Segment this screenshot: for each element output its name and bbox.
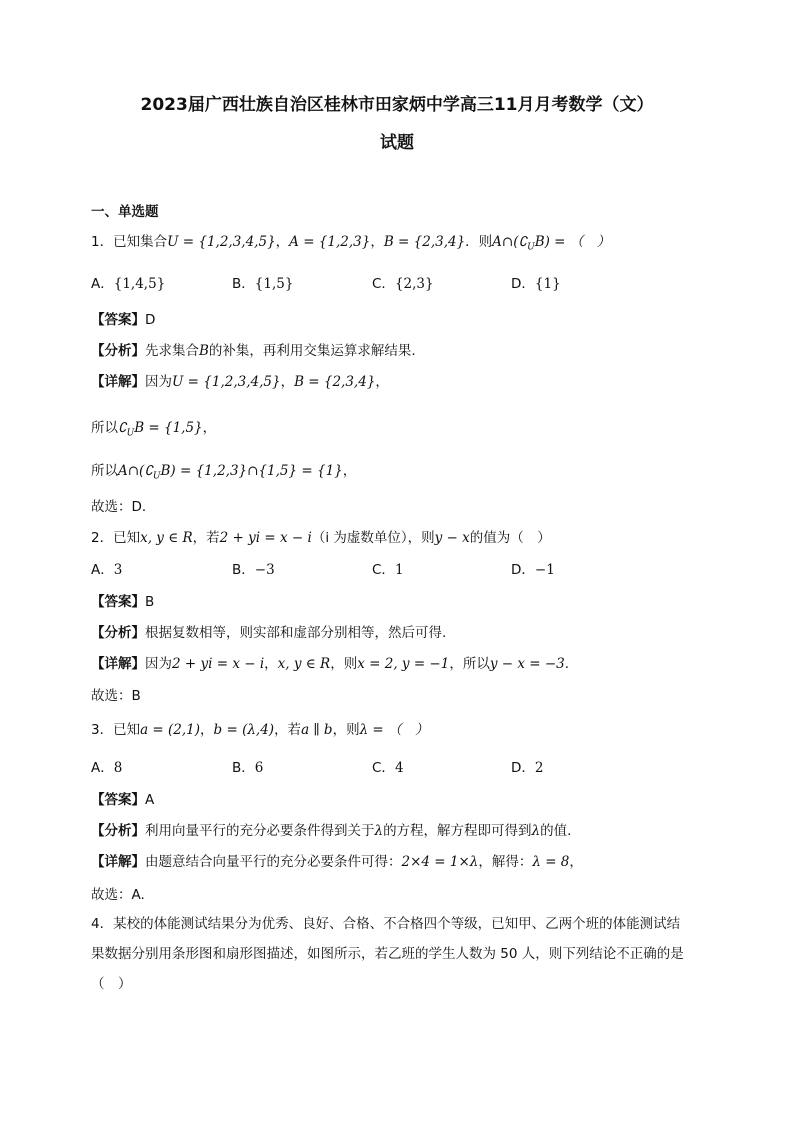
q3-option-d [511,758,544,778]
option-label: A． [91,276,114,292]
option-value: {1} [534,276,561,292]
q1-answer [91,310,155,330]
analysis-tag: 【分析】 [91,343,145,359]
option-value: {1,4,5} [113,276,166,292]
q2-detail [91,654,569,674]
detail-text: 因为 [145,374,172,390]
option-label: D． [511,562,535,578]
stem-text: （i 为虚数单位），则 [311,530,435,546]
option-value: 8 [113,760,123,776]
detail-math: λ = 8 [532,854,570,870]
analysis-math: λ [531,823,541,839]
q1-option-c [372,274,434,294]
option-label: A． [91,562,114,578]
detail-text: ，解得： [478,854,533,870]
detail-text: 由题意结合向量平行的充分必要条件可得： [145,854,402,870]
stem-text: 3．已知 [91,722,141,738]
q1-option-d [511,274,561,294]
stem-math: 2 + yi = x − i [219,530,312,546]
page-title-line1: 2023届广西壮族自治区桂林市田家炳中学高三11月月考数学（文） [140,95,654,115]
stem-math: a = (2,1) [140,722,201,738]
stem-text: 的值为（ ） [469,530,551,546]
q2-answer [91,592,154,612]
q1-stem [91,232,610,258]
detail-text: ，则 [330,656,358,672]
q2-option-d [511,560,555,580]
q1-expr-sub: U [527,242,535,253]
q1-ask: ．则 [465,234,493,250]
analysis-set: B [199,343,209,359]
q1-set-u: U = {1,2,3,4,5} [167,234,276,250]
option-label: B． [232,562,255,578]
step-math: B) = {1,2,3}∩{1,5} = {1} [160,463,343,479]
answer-value: D [145,312,156,328]
q4-line2: 果数据分别用条形图和扇形图描述，如图所示，若乙班的学生人数为 50 人，则下列结论不正确的是 [91,946,684,962]
q3-choose: 故选：A. [91,887,145,903]
analysis-text: 的方程，解方程即可得到 [383,823,532,839]
option-value: 6 [254,760,264,776]
q2-stem [91,528,551,548]
q1-detail [91,372,389,392]
detail-text: . [564,656,570,672]
answer-value: B [145,594,155,610]
step-text: ， [202,420,217,436]
stem-text: ， [200,722,214,738]
stem-math: b = (λ,4) [213,722,275,738]
q1-set-a: A = {1,2,3} [289,234,371,250]
stem-math: λ = （ ） [359,722,429,738]
q2-option-b [232,560,275,580]
detail-math: B = {2,3,4} [294,374,376,390]
analysis-text: 先求集合 [145,343,199,359]
detail-math: 2×4 = 1×λ [401,854,479,870]
option-label: B． [232,276,255,292]
q2-analysis [91,623,446,643]
q1-expr: A∩(∁ [492,234,528,250]
detail-text: ， [264,656,278,672]
option-value: 2 [534,760,544,776]
q3-detail [91,852,583,872]
analysis-text: 的值. [540,823,572,839]
stem-text: 2．已知 [91,530,141,546]
q2-option-c [372,560,404,580]
option-label: D． [511,760,535,776]
analysis-text: 的补集，再利用交集运算求解结果. [208,343,416,359]
q1-step1 [91,418,216,444]
step-text: 所以 [91,420,118,436]
option-label: D． [511,276,535,292]
q1-step2 [91,461,356,487]
detail-text: ， [280,374,295,390]
q1-choose: 故选：D． [91,499,156,515]
detail-math: y − x = −3 [489,656,565,672]
detail-text: ，所以 [449,656,490,672]
answer-tag: 【答案】 [91,312,145,328]
detail-tag: 【详解】 [91,374,145,390]
stem-text: ，若 [192,530,220,546]
answer-value: A [145,792,155,808]
q2-option-a [91,560,122,580]
option-value: {1,5} [254,276,294,292]
analysis-tag: 【分析】 [91,823,145,839]
q1-stem-text: 1．已知集合 [91,234,168,250]
q4-line1: 4．某校的体能测试结果分为优秀、良好、合格、不合格四个等级，已知甲、乙两个班的体能测试结 [91,916,681,932]
q1-set-b: B = {2,3,4} [383,234,466,250]
q4-line3: （ ） [91,976,132,992]
step-text: ， [342,463,357,479]
analysis-text: 根据复数相等，则实部和虚部分别相等，然后可得. [145,625,447,641]
option-label: B． [232,760,255,776]
stem-math: a ∥ b [301,722,333,738]
detail-tag: 【详解】 [91,656,145,672]
q3-option-b [232,758,263,778]
step-sub: U [126,428,135,439]
option-label: C． [372,562,395,578]
detail-text: 因为 [145,656,172,672]
step-sub: U [152,471,161,482]
option-label: A． [91,760,114,776]
detail-math: x = 2, y = −1 [357,656,450,672]
analysis-tag: 【分析】 [91,625,145,641]
stem-text: ，则 [332,722,360,738]
q3-stem [91,720,429,740]
q1-sep2: ， [370,234,384,250]
stem-math: x, y ∈ R [140,530,193,546]
analysis-math: λ [374,823,384,839]
detail-text: ， [375,374,389,390]
section-heading: 一、单选题 [91,204,159,220]
option-value: 3 [113,562,123,578]
option-value: −3 [254,562,275,578]
q1-expr2: B) = （ ） [534,234,611,250]
detail-math: U = {1,2,3,4,5} [172,374,281,390]
q2-choose: 故选：B [91,688,141,704]
answer-tag: 【答案】 [91,594,145,610]
option-label: C． [372,276,395,292]
q1-option-b [232,274,293,294]
step-math: ∁ [118,420,127,436]
option-label: C． [372,760,395,776]
q1-analysis [91,341,416,361]
analysis-text: 利用向量平行的充分必要条件得到关于 [145,823,375,839]
option-value: 1 [394,562,404,578]
answer-tag: 【答案】 [91,792,145,808]
q3-answer [91,790,154,810]
q3-analysis [91,821,571,841]
detail-text: ， [569,854,583,870]
step-text: 所以 [91,463,118,479]
step-math: B = {1,5} [134,420,203,436]
q1-option-a [91,274,165,294]
option-value: {2,3} [394,276,434,292]
q1-sep1: ， [275,234,290,250]
detail-math: 2 + yi = x − i [172,656,265,672]
page-title-line2: 试题 [380,133,414,153]
q3-option-c [372,758,404,778]
stem-math: y − x [434,530,470,546]
option-value: 4 [394,760,404,776]
step-math: A∩(∁ [118,463,153,479]
detail-tag: 【详解】 [91,854,145,870]
stem-text: ，若 [274,722,302,738]
option-value: −1 [534,562,555,578]
q3-option-a [91,758,122,778]
detail-math: x, y ∈ R [277,656,331,672]
